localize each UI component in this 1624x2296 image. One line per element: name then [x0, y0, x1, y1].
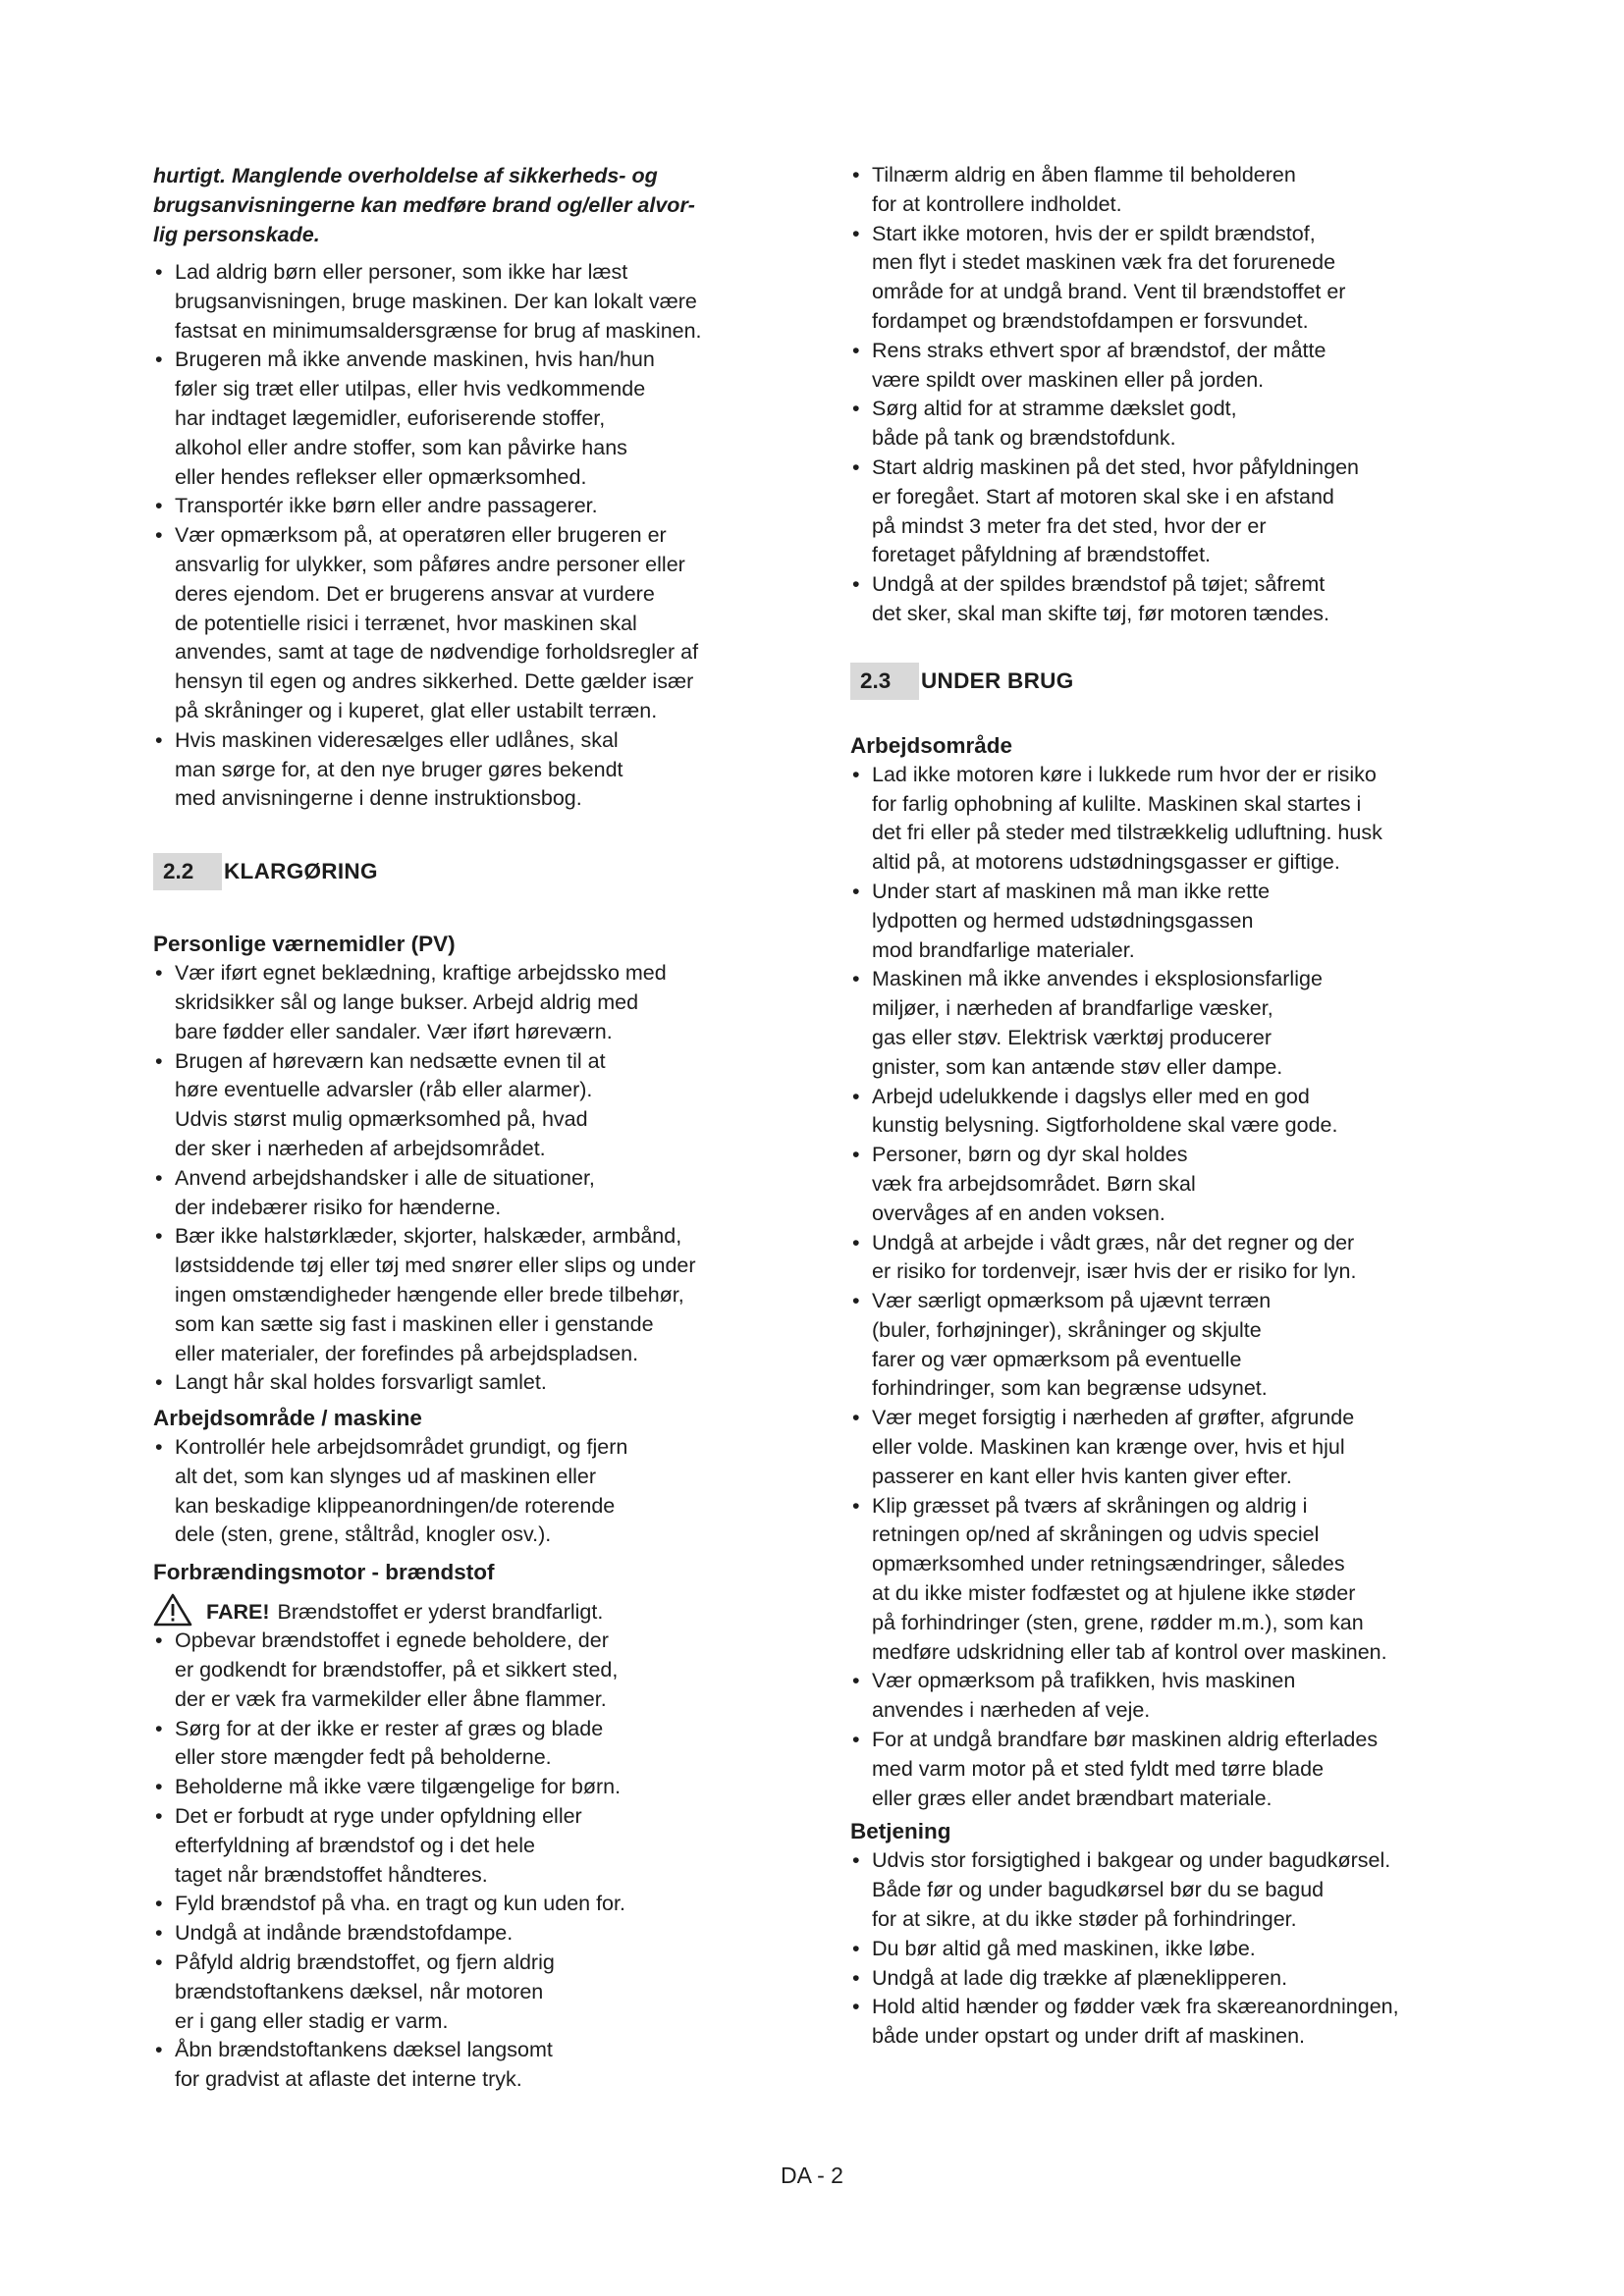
- list-item: • Du bør altid gå med maskinen, ikke løbe.: [850, 1935, 1479, 1964]
- left-column: [153, 161, 801, 2095]
- list-item: • Start aldrig maskinen på det sted, hvor påfyldningen er foregået. Start af motoren skal ske i en afstand på mindst 3 meter fra det sted, hvor der er foretaget påfyldning af brændstoffet.: [850, 454, 1479, 570]
- list-item: • Anvend arbejdshandsker i alle de situationer, der indebærer risiko for hænderne.: [153, 1164, 801, 1223]
- list-item: • Opbevar brændstoffet i egnede beholdere, der er godkendt for brændstoffer, på et sikkert sted, der er væk fra varmekilder eller åbne flammer.: [153, 1627, 801, 1714]
- subheading-pv: Personlige værnemidler (PV): [153, 932, 456, 957]
- operation-bullet-list: [850, 1846, 1479, 2052]
- intro-warning-text: hurtigt. Manglende overholdelse af sikkerheds- og brugsanvisningerne kan medføre brand og/eller alvor- lig personskade.: [153, 164, 695, 246]
- list-item: • Langt hår skal holdes forsvarligt samlet.: [153, 1368, 801, 1398]
- list-item: • Klip græsset på tværs af skråningen og aldrig i retningen op/ned af skråningen og udvis speciel opmærksomhed under retningsændringer, således at du ikke mister fodfæstet og at hjulene ikke støder på forhindringer (sten, grene, rødder m.m.), som kan medføre udskridning eller tab af kontrol over maskinen.: [850, 1492, 1479, 1668]
- list-item: • Brugeren må ikke anvende maskinen, hvis han/hun føler sig træt eller utilpas, eller hvis vedkommende har indtaget lægemidler, euforiserende stoffer, alkohol eller andre stoffer, som kan påvirke hans eller hendes reflekser eller opmærksomhed.: [153, 346, 801, 492]
- subheading-work-area-machine: Arbejdsområde / maskine: [153, 1406, 422, 1431]
- list-item: • Arbejd udelukkende i dagslys eller med en god kunstig belysning. Sigtforholdene skal være gode.: [850, 1083, 1479, 1142]
- fuel-bullet-list-continued: [850, 161, 1479, 629]
- list-item: • Transportér ikke børn eller andre passagerer.: [153, 492, 801, 521]
- list-item: • Vær opmærksom på, at operatøren eller brugeren er ansvarlig for ulykker, som påføres andre personer eller deres ejendom. Det er brugerens ansvar at vurdere de potentielle risici i terrænet, hvor maskinen skal anvendes, samt at tage de nødvendige forholdsregler af hensyn til egen og andres sikkerhed. Dette gælder især på skråninger og i kuperet, glat eller ustabilt terræn.: [153, 521, 801, 726]
- danger-text: Brændstoffet er yderst brandfarligt.: [277, 1600, 604, 1625]
- list-item: • Maskinen må ikke anvendes i eksplosionsfarlige miljøer, i nærheden af brandfarlige væsker, gas eller støv. Elektrisk værktøj producerer gnister, som kan antænde støv eller dampe.: [850, 965, 1479, 1082]
- section-title: UNDER BRUG: [921, 667, 1074, 693]
- list-item: • Lad ikke motoren køre i lukkede rum hvor der er risiko for farlig ophobning af kulilte. Maskinen skal startes i det fri eller på steder med tilstrækkelig udluftning. husk altid på, at motorens udstødningsgasser er giftige.: [850, 761, 1479, 878]
- section-title: KLARGØRING: [224, 859, 378, 884]
- list-item: • Beholderne må ikke være tilgængelige for børn.: [153, 1773, 801, 1802]
- list-item: • Undgå at arbejde i vådt græs, når det regner og der er risiko for tordenvejr, især hvis der er risiko for lyn.: [850, 1229, 1479, 1288]
- list-item: • Undgå at indånde brændstofdampe.: [153, 1919, 801, 1949]
- list-item: • Det er forbudt at ryge under opfyldning eller efterfyldning af brændstof og i det hele taget når brændstoffet håndteres.: [153, 1802, 801, 1890]
- list-item: • Under start af maskinen må man ikke rette lydpotten og hermed udstødningsgassen mod brandfarlige materialer.: [850, 878, 1479, 965]
- list-item: • Åbn brændstoftankens dæksel langsomt for gradvist at aflaste det interne tryk.: [153, 2036, 801, 2095]
- area-bullet-list: [153, 1433, 801, 1550]
- danger-warning: [153, 1593, 801, 1627]
- intro-bullet-list: [153, 258, 801, 814]
- engine-bullet-list: [153, 1627, 801, 2095]
- right-column: [850, 161, 1479, 2052]
- list-item: • Lad aldrig børn eller personer, som ikke har læst brugsanvisningen, bruge maskinen. Der kan lokalt være fastsat en minimumsaldersgrænse for brug af maskinen.: [153, 258, 801, 346]
- subheading-engine-fuel: Forbrændingsmotor - brændstof: [153, 1560, 495, 1585]
- list-item: • Brugen af høreværn kan nedsætte evnen til at høre eventuelle advarsler (råb eller alarmer). Udvis størst mulig opmærksomhed på, hvad der sker i nærheden af arbejdsområdet.: [153, 1047, 801, 1164]
- list-item: • Udvis stor forsigtighed i bakgear og under bagudkørsel. Både før og under bagudkørsel bør du se bagud for at sikre, at du ikke støder på forhindringer.: [850, 1846, 1479, 1934]
- list-item: • Bær ikke halstørklæder, skjorter, halskæder, armbånd, løstsiddende tøj eller tøj med snører eller slips og under ingen omstændigheder hængende eller brede tilbehør, som kan sætte sig fast i maskinen eller i genstande eller materialer, der forefindes på arbejdspladsen.: [153, 1222, 801, 1368]
- list-item: • Påfyld aldrig brændstoffet, og fjern aldrig brændstoftankens dæksel, når motoren er i gang eller stadig er varm.: [153, 1949, 801, 2036]
- section-number: 2.3: [850, 663, 919, 700]
- list-item: • Undgå at der spildes brændstof på tøjet; såfremt det sker, skal man skifte tøj, før motoren tændes.: [850, 570, 1479, 629]
- list-item: • Personer, børn og dyr skal holdes væk fra arbejdsområdet. Børn skal overvåges af en anden voksen.: [850, 1141, 1479, 1228]
- danger-label: FARE!: [206, 1600, 270, 1625]
- pv-bullet-list: [153, 959, 801, 1398]
- list-item: • Hold altid hænder og fødder væk fra skæreanordningen, både under opstart og under drift af maskinen.: [850, 1993, 1479, 2052]
- list-item: • Undgå at lade dig trække af plæneklipperen.: [850, 1964, 1479, 1994]
- list-item: • Start ikke motoren, hvis der er spildt brændstof, men flyt i stedet maskinen væk fra det forurenede område for at undgå brand. Vent til brændstoffet er fordampet og brændstofdampen er forsvundet.: [850, 220, 1479, 337]
- list-item: • Sørg for at der ikke er rester af græs og blade eller store mængder fedt på beholderne.: [153, 1715, 801, 1774]
- list-item: • Vær iført egnet beklædning, kraftige arbejdssko med skridsikker sål og lange bukser. Arbejd aldrig med bare fødder eller sandaler. Vær iført høreværn.: [153, 959, 801, 1046]
- list-item: • Fyld brændstof på vha. en tragt og kun uden for.: [153, 1890, 801, 1919]
- workarea-bullet-list: [850, 761, 1479, 1814]
- list-item: • Rens straks ethvert spor af brændstof, der måtte være spildt over maskinen eller på jorden.: [850, 337, 1479, 396]
- section-header-2-2: [153, 853, 801, 890]
- list-item: • Hvis maskinen videresælges eller udlånes, skal man sørge for, at den nye bruger gøres bekendt med anvisningerne i denne instruktionsbog.: [153, 726, 801, 814]
- list-item: • Vær særligt opmærksom på ujævnt terræn (buler, forhøjninger), skråninger og skjulte farer og vær opmærksom på eventuelle forhindringer, som kan begrænse udsynet.: [850, 1287, 1479, 1404]
- subheading-work-area: Arbejdsområde: [850, 732, 1013, 758]
- subheading-operation: Betjening: [850, 1819, 951, 1844]
- list-item: • Kontrollér hele arbejdsområdet grundigt, og fjern alt det, som kan slynges ud af maskinen eller kan beskadige klippeanordningen/de roterende dele (sten, grene, ståltråd, knogler osv.).: [153, 1433, 801, 1550]
- list-item: • Vær opmærksom på trafikken, hvis maskinen anvendes i nærheden af veje.: [850, 1667, 1479, 1726]
- list-item: • Sørg altid for at stramme dækslet godt, både på tank og brændstofdunk.: [850, 395, 1479, 454]
- section-number: 2.2: [153, 853, 222, 890]
- list-item: • Vær meget forsigtig i nærheden af grøfter, afgrunde eller volde. Maskinen kan krænge over, hvis et hjul passerer en kant eller hvis kanten giver efter.: [850, 1404, 1479, 1491]
- list-item: • For at undgå brandfare bør maskinen aldrig efterlades med varm motor på et sted fyldt med tørre blade eller græs eller andet brændbart materiale.: [850, 1726, 1479, 1813]
- page-number: DA - 2: [781, 2163, 843, 2188]
- warning-triangle-icon: [153, 1593, 192, 1627]
- section-header-2-3: [850, 663, 1479, 700]
- list-item: • Tilnærm aldrig en åben flamme til beholderen for at kontrollere indholdet.: [850, 161, 1479, 220]
